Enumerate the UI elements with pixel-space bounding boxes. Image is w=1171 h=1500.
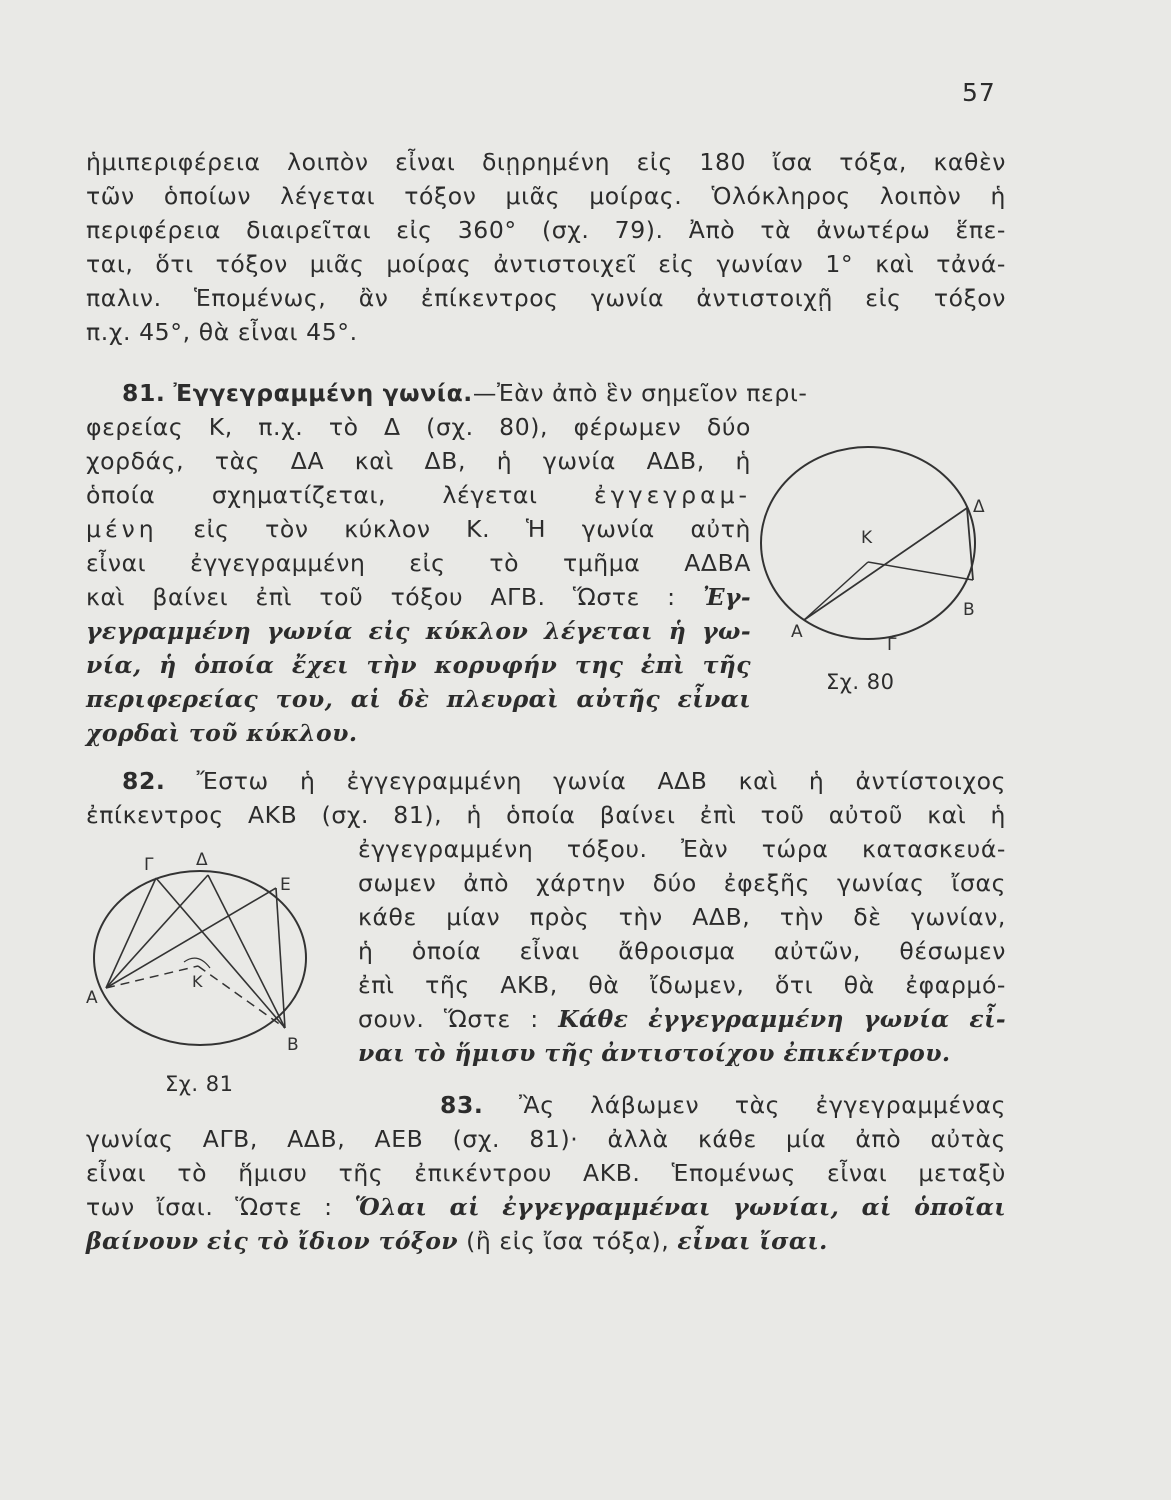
page-number: 57 — [962, 78, 996, 107]
text-line: εἶναι τὸ ἥμισυ τῆς ἐπικέντρου ΑΚΒ. Ἑπομένως εἶναι μεταξὺ — [86, 1159, 1006, 1187]
theorem-text: Κάθε ἐγγεγραμμένη γωνία εἶ- — [558, 1005, 1006, 1033]
theorem-line: ναι τὸ ἥμισυ τῆς ἀντιστοίχου ἐπικέντρου. — [358, 1039, 951, 1067]
definition-text: Ἐγ- — [702, 583, 751, 611]
chord-da — [804, 508, 967, 620]
label-g: Γ — [144, 855, 154, 875]
text-line: γωνίας ΑΓΒ, ΑΔΒ, ΑΕΒ (σχ. 81)· ἀλλὰ κάθε μία ἀπὸ αὐτὰς — [86, 1125, 1006, 1153]
text-line: ται, ὅτι τόξον μιᾶς μοίρας ἀντιστοιχεῖ εἰς γωνίαν 1° καὶ τἀνά- — [86, 250, 1006, 278]
section-number: 81. — [122, 379, 166, 407]
label-b: Β — [287, 1035, 299, 1055]
section-number: 83. — [440, 1091, 484, 1119]
radius-ka — [804, 562, 868, 620]
text-line: ἡ ὁποία εἶναι ἄθροισμα αὐτῶν, θέσωμεν — [358, 937, 1006, 965]
label-d: Δ — [973, 497, 985, 517]
chord-eb — [276, 888, 285, 1028]
text-line: σωμεν ἀπὸ χάρτην δύο ἐφεξῆς γωνίας ἴσας — [358, 869, 1006, 897]
theorem-text: εἶναι ἴσαι. — [677, 1227, 828, 1255]
text-run: Ἂς λάβωμεν τὰς ἐγγεγραμμένας — [519, 1091, 1006, 1119]
label-e: Ε — [280, 875, 291, 895]
section-number: 82. — [122, 767, 166, 795]
theorem-text: βαίνουν εἰς τὸ ἴδιον τόξον — [86, 1227, 459, 1255]
text-run: των ἴσαι. Ὥστε : — [86, 1193, 333, 1221]
text-run: σουν. Ὥστε : — [358, 1005, 539, 1033]
definition-line: περιφερείας του, αἱ δὲ πλευραὶ αὐτῆς εἶναι — [86, 685, 751, 713]
figure-80 — [745, 440, 1015, 674]
text-run: εἰς τὸν κύκλον Κ. Ἡ γωνία αὐτὴ — [193, 515, 751, 543]
radius-ka — [106, 966, 198, 988]
definition-line: χορδαὶ τοῦ κύκλου. — [86, 719, 358, 747]
text-line — [358, 1003, 1006, 1035]
figure-81-caption: Σχ. 81 — [165, 1072, 234, 1096]
text-line: φερείας Κ, π.χ. τὸ Δ (σχ. 80), φέρωμεν δύο — [86, 413, 751, 441]
label-k: Κ — [192, 972, 203, 991]
label-a: Α — [86, 988, 98, 1008]
text-line: εἶναι ἐγγεγραμμένη εἰς τὸ τμῆμα ΑΔΒΑ — [86, 549, 751, 577]
figure-81-diagram — [80, 840, 340, 1060]
figure-80-caption: Σχ. 80 — [826, 670, 895, 694]
chord-ag — [106, 878, 156, 988]
label-g: Γ — [887, 635, 897, 655]
text-run: ὁποία σχηματίζεται, λέγεται — [86, 481, 538, 509]
label-d: Δ — [196, 850, 208, 870]
text-line: παλιν. Ἑπομένως, ἂν ἐπίκεντρος γωνία ἀντιστοιχῇ εἰς τόξον — [86, 284, 1006, 312]
text-line — [86, 1191, 1006, 1223]
label-k: Κ — [861, 528, 873, 548]
radius-kb — [198, 966, 285, 1028]
label-a: Α — [791, 622, 803, 642]
term-spaced: ἐγγεγραμ- — [594, 481, 752, 509]
text-line: χορδάς, τὰς ΔΑ καὶ ΔΒ, ἡ γωνία ΑΔΒ, ἡ — [86, 447, 751, 475]
definition-line: γεγραμμένη γωνία εἰς κύκλον λέγεται ἡ γω- — [86, 617, 751, 645]
circle — [94, 871, 306, 1045]
definition-line: νία, ἡ ὁποία ἔχει τὴν κορυφήν της ἐπὶ τῆς — [86, 651, 751, 679]
text-run: —Ἐὰν ἀπὸ ἓν σημεῖον περι- — [472, 379, 808, 407]
text-line — [122, 765, 1006, 797]
text-line — [86, 479, 751, 511]
text-run: (ἢ εἰς ἴσα τόξα), — [466, 1227, 670, 1255]
text-line — [86, 581, 751, 613]
text-line: ἡμιπεριφέρεια λοιπὸν εἶναι διῃρημένη εἰς 180 ἴσα τόξα, καθὲν — [86, 148, 1006, 176]
text-line: ἐγγεγραμμένη τόξου. Ἐὰν τώρα κατασκευά- — [358, 835, 1006, 863]
section-title: Ἐγγεγραμμένη γωνία. — [173, 379, 473, 407]
figure-81 — [80, 840, 340, 1064]
text-line — [86, 1225, 1006, 1257]
figure-80-diagram — [745, 440, 1015, 670]
radius-kb — [868, 562, 973, 580]
term-spaced: μένη — [86, 515, 158, 543]
label-b: Β — [963, 600, 975, 620]
text-line — [86, 513, 751, 545]
text-line: ἐπίκεντρος ΑΚΒ (σχ. 81), ἡ ὁποία βαίνει ἐπὶ τοῦ αὐτοῦ καὶ ἡ — [86, 801, 1006, 829]
text-line: τῶν ὁποίων λέγεται τόξον μιᾶς μοίρας. Ὁλόκληρος λοιπὸν ἡ — [86, 182, 1006, 210]
text-line: ἐπὶ τῆς ΑΚΒ, θὰ ἴδωμεν, ὅτι θὰ ἐφαρμό- — [358, 971, 1006, 999]
text-line: κάθε μίαν πρὸς τὴν ΑΔΒ, τὴν δὲ γωνίαν, — [358, 903, 1006, 931]
text-line — [122, 377, 1006, 409]
text-line: περιφέρεια διαιρεῖται εἰς 360° (σχ. 79). Ἀπὸ τὰ ἀνωτέρω ἕπε- — [86, 216, 1006, 244]
theorem-text: Ὅλαι αἱ ἐγγεγραμμέναι γωνίαι, αἱ ὁποῖαι — [354, 1193, 1007, 1221]
text-run: Ἔστω ἡ ἐγγεγραμμένη γωνία ΑΔΒ καὶ ἡ ἀντίστοιχος — [196, 767, 1006, 795]
text-line — [440, 1089, 1006, 1121]
text-run: καὶ βαίνει ἐπὶ τοῦ τόξου ΑΓΒ. Ὥστε : — [86, 583, 676, 611]
chord-ae — [106, 888, 276, 988]
text-line: π.χ. 45°, θὰ εἶναι 45°. — [86, 318, 358, 346]
